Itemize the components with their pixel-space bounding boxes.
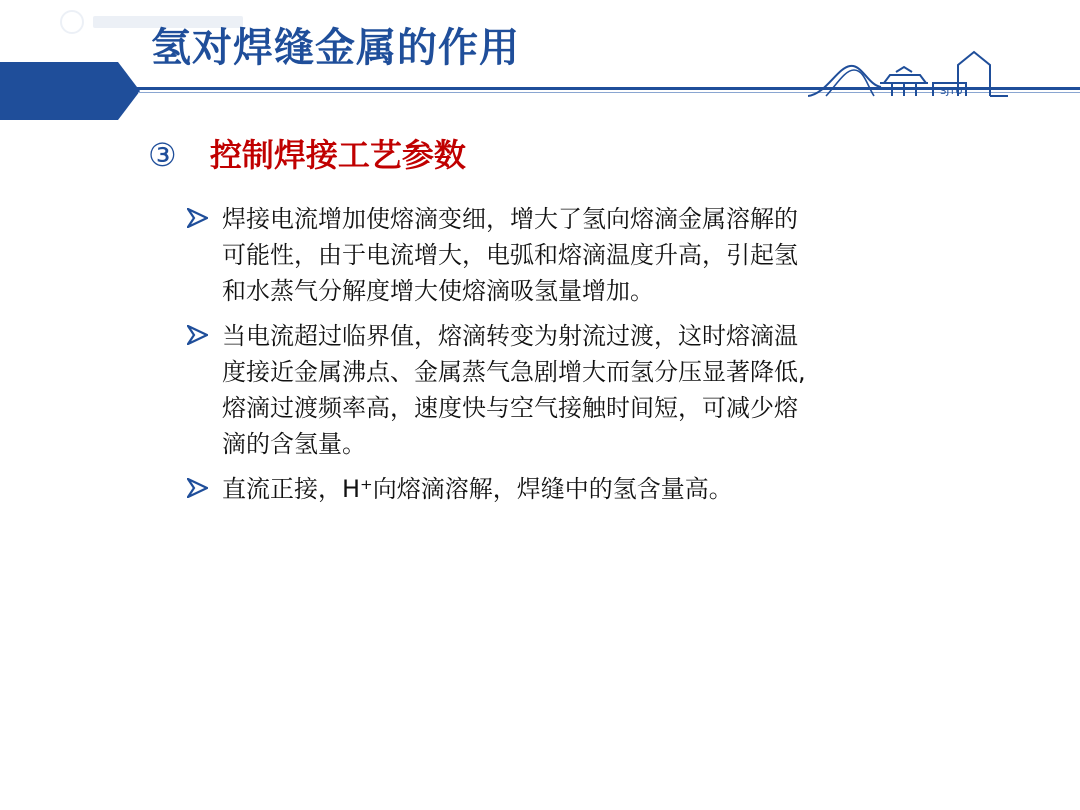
bullet-item xyxy=(187,318,967,462)
section-heading xyxy=(148,136,466,174)
bullet-text: 焊接电流增加使熔滴变细，增大了氢向熔滴金属溶解的 可能性，由于电流增大，电弧和熔滴温度升高，引起氢 和水蒸气分解度增大使熔滴吸氢量增加。 xyxy=(222,205,798,305)
bullet-text: 直流正接，H⁺向熔滴溶解，焊缝中的氢含量高。 xyxy=(222,475,733,503)
arrow-bullet-icon xyxy=(187,478,208,498)
bullet-item xyxy=(187,471,967,507)
bullet-list xyxy=(187,201,967,516)
arrow-bullet-icon xyxy=(187,325,208,345)
arrow-bullet-icon xyxy=(187,208,208,228)
university-landmark-logo xyxy=(808,50,1008,98)
slide-title: 氢对焊缝金属的作用 xyxy=(151,25,520,71)
section-number: ③ xyxy=(148,136,177,174)
landmark-logo-label: SJTU xyxy=(940,86,963,97)
header-accent-band xyxy=(0,62,140,120)
section-heading-text: 控制焊接工艺参数 xyxy=(209,136,466,174)
bullet-item xyxy=(187,201,967,309)
bullet-text: 当电流超过临界值，熔滴转变为射流过渡，这时熔滴温 度接近金属沸点、金属蒸气急剧增大而氢分压显著降低, 熔滴过渡频率高，速度快与空气接触时间短，可减少熔 滴的含氢量。 xyxy=(222,322,806,458)
